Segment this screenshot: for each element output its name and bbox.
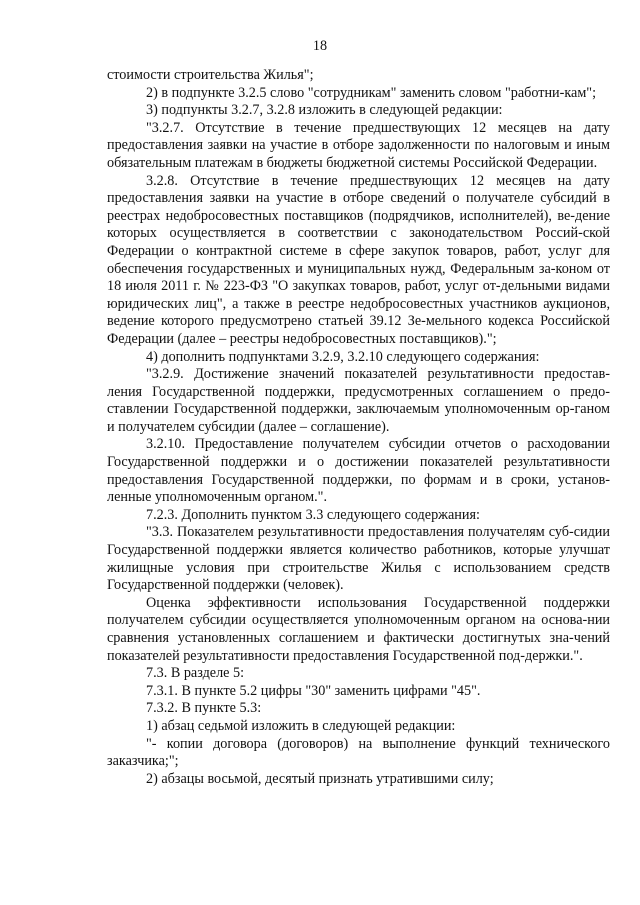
- paragraph: "3.2.9. Достижение значений показателей результативности предостав-ления Государственной поддержки, предусмотренных соглашением о предо-ставлении Государственной поддержки, заключаемым уполномоченным ор-ганом и получателем субсидии (далее – соглашение).: [107, 366, 610, 435]
- paragraph: "- копии договора (договоров) на выполнение функций технического заказчика;";: [107, 735, 610, 770]
- paragraph: 3.2.8. Отсутствие в течение предшествующих 12 месяцев на дату предоставления заявки на участие в отборе сведений о получателе субсидий в реестрах недобросовестных поставщиков (подрядчиков, исполнителей), ве-дение которых осуществляется в соответствии с законодательством Россий-ской Федерации о контрактной системе в сфере закупок товаров, работ, услуг для обеспечения государственных и муниципальных нужд, Федеральным за-коном от 18 июля 2011 г. № 223-ФЗ "О закупках товаров, работ, услуг от-дельными видами юридических лиц", а также в реестре недобросовестных участников аукционов, ведение которого предусмотрено статьей 39.12 Зе-мельного кодекса Российской Федерации (далее – реестры недобросовестных поставщиков).";: [107, 172, 610, 347]
- paragraph: 3) подпункты 3.2.7, 3.2.8 изложить в следующей редакции:: [146, 102, 503, 119]
- paragraph: "3.2.7. Отсутствие в течение предшествующих 12 месяцев на дату предоставления заявки на участие в отборе задолженности по налоговым и иным обязательным платежам в бюджеты бюджетной системы Российской Федерации.: [107, 119, 610, 171]
- paragraph: 4) дополнить подпунктами 3.2.9, 3.2.10 следующего содержания:: [146, 348, 540, 365]
- paragraph: 7.3.2. В пункте 5.3:: [146, 700, 262, 717]
- paragraph: 7.2.3. Дополнить пунктом 3.3 следующего содержания:: [146, 506, 480, 523]
- paragraph: 7.3. В разделе 5:: [146, 665, 245, 682]
- paragraph: 2) в подпункте 3.2.5 слово "сотрудникам" заменить словом "работни-кам";: [146, 84, 597, 101]
- paragraph: 1) абзац седьмой изложить в следующей редакции:: [146, 717, 456, 734]
- paragraph: 7.3.1. В пункте 5.2 цифры "30" заменить цифрами "45".: [146, 682, 481, 699]
- document-body: [107, 67, 610, 788]
- paragraph: 2) абзацы восьмой, десятый признать утратившими силу;: [146, 770, 494, 787]
- page-number: 18: [312, 38, 328, 54]
- paragraph: "3.3. Показателем результативности предоставления получателям суб-сидии Государственной поддержки является количество работников, которые улучшат жилищные условия при строительстве Жилья с использованием средств Государственной поддержки (человек).: [107, 524, 610, 594]
- paragraph: Оценка эффективности использования Государственной поддержки получателем субсидии осуществляется уполномоченным органом на основа-нии сравнения установленных соглашением и фактически достигнутых зна-чений показателей результативности предоставления Государственной под-держки.".: [107, 594, 610, 664]
- paragraph: стоимости строительства Жилья";: [107, 67, 314, 83]
- paragraph: 3.2.10. Предоставление получателем субсидии отчетов о расходовании Государственной поддержки и о достижении показателей результативности предоставления Государственной поддержки, по формам и в сроки, установ-ленные уполномоченным органом.".: [107, 436, 610, 506]
